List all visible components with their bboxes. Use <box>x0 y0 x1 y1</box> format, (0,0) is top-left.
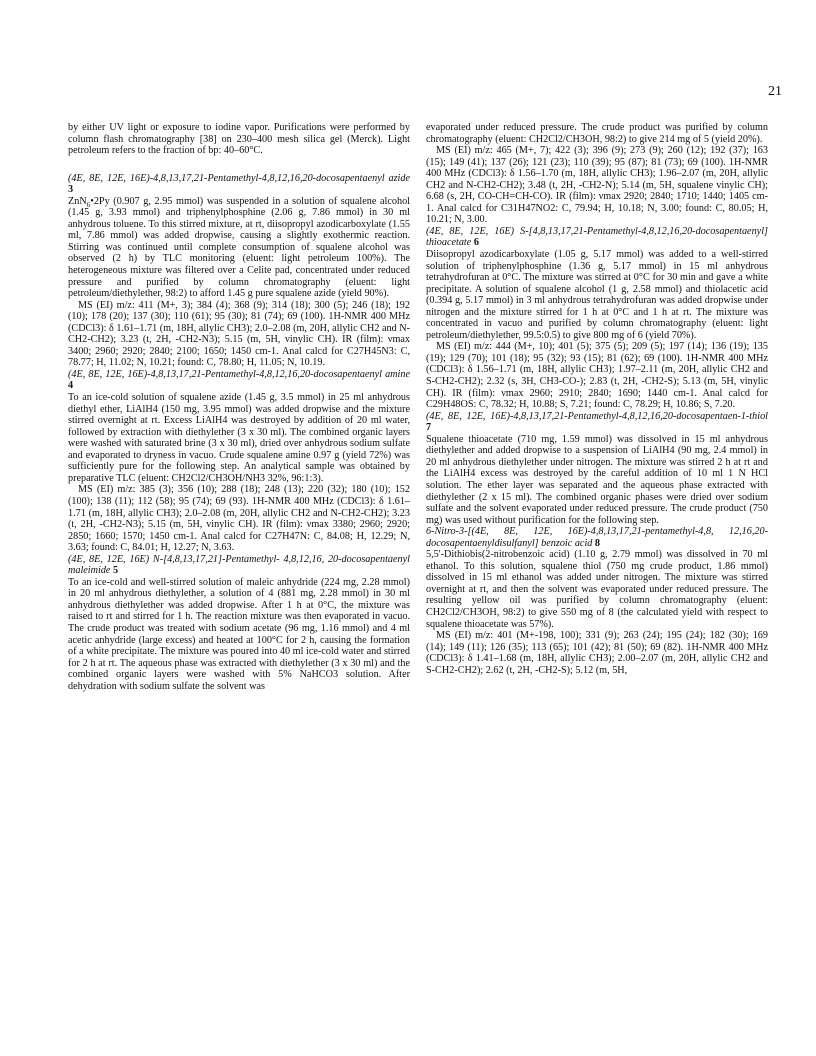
body-paragraph: Squalene thioacetate (710 mg, 1.59 mmol) was dissolved in 15 ml anhydrous diethylether and added dropwise to a suspension of LiAlH4 (90 mg, 2.4 mmol) in 20 ml anhydrous diethylether under nitrogen. The mixture was stirred 2 h at rt and the LiAlH4 excess was destroyed by the careful addition of 10 ml 1 N HCl solution. The ether layer was separated and the aqueous phase extracted with diethylether (2 x 15 ml). The combined organic phases were dried over sodium sulfate and the solvent evaporated under reduced pressure. The crude product (750 mg) was used without purification for the following step. <box>426 433 768 526</box>
analysis-paragraph: MS (EI) m/z: 444 (M+, 10); 401 (5); 375 (5); 209 (5); 197 (14); 136 (19); 135 (19); 129 (70); 101 (18); 95 (32); 93 (15); 81 (62); 69 (100). 1H-NMR 400 MHz (CDCl3): δ 1.56–1.71 (m, 18H, allylic CH3); 1.97–2.11 (m, 20H, allylic CH2 and S-CH2-CH2); 2.32 (s, 3H, CH3-CO-); 2.83 (t, 2H, -CH2-S); 5.13 (m, 5H, vinylic CH). IR (film): νmax 2960; 2910; 2840; 1690; 1440 cm-1. Anal calcd for C29H48OS: C, 78.32; H, 10.88; S, 7.21; found: C, 78.29; H, 10.86; S, 7.20. <box>426 341 768 411</box>
section-heading-amine <box>68 369 410 392</box>
heading-text: (4E, 8E, 12E, 16E)-4,8,13,17,21-Pentamethyl-4,8,12,16,20-docosapentaenyl azide <box>68 172 410 184</box>
section-heading-azide <box>68 173 410 196</box>
compound-number: 5 <box>112 565 119 577</box>
intro-paragraph: by either UV light or exposure to iodine vapor. Purifications were performed by column flash chromatography [38] on 230–400 mesh silica gel (Merck). Light petroleum refers to the fraction of bp: 40–60°C. <box>68 122 410 157</box>
body-text: •2Py (0.907 g, 2.95 mmol) was suspended in a solution of squalene alcohol (1.45 g, 3.93 mmol) and triphenylphosphine (2.06 g, 7.86 mmol) in 30 ml anhydrous toluene. To this stirred mixture, at rt, diisopropyl azodicarboxylate (1.55 ml, 7.86 mmol) was added dropwise, causing a slightly exothermic reaction. Stirring was continued until complete consumption of squalene alcohol was observed (2 h) by TLC monitoring (eluent: light petroleum 100%). The heterogeneous mixture was filtered over a Celite pad, concentrated under reduced pressure and purified by column chromatography (eluent: light petroleum/diethylether, 98:2) to afford 1.45 g pure squalene azide (yield 90%). <box>68 195 410 300</box>
heading-text: (4E, 8E, 12E, 16E)-4,8,13,17,21-Pentamethyl-4,8,12,16,20-docosapentaen-1-thiol <box>426 410 768 422</box>
analysis-paragraph: MS (EI) m/z: 465 (M+, 7); 422 (3); 396 (9); 273 (9); 260 (12); 192 (37); 163 (15); 149 (41); 137 (26); 121 (23); 110 (39); 95 (87); 81 (73); 69 (100). 1H-NMR 400 MHz (CDCl3): δ 1.56–1.70 (m, 18H, allylic CH3); 1.96–2.07 (m, 20H, allylic CH2 and N-CH2-CH2); 3.48 (t, 2H, -CH2-N); 5.14 (m, 5H, squalene vinylic CH); 6.68 (s, 2H, CO-CH=CH-CO). IR (film): νmax 2920; 2840; 1710; 1440; 1405 cm-1. Anal calcd for C31H47NO2: C, 79.94; H, 10.18; N, 3.00; found: C, 80.05; H, 10.21; N, 3.00. <box>426 145 768 226</box>
compound-number: 8 <box>594 537 601 549</box>
body-paragraph: 5,5'-Dithiobis(2-nitrobenzoic acid) (1.10 g, 2.79 mmol) was dissolved in 70 ml ethanol. To this solution, squalene thiol (750 mg crude product, 1.86 mmol) dissolved in 15 ml ethanol was added under nitrogen. The mixture was stirred overnight at rt, and then the solvent was evaporated under reduced pressure. The resulting yellow oil was purified by column chromatography (eluent: CH2Cl2/CH3OH, 98:2) to give 550 mg of 8 (the calculated yield with respect to squalene thioacetate was 57%). <box>426 549 768 630</box>
left-column <box>68 122 410 692</box>
compound-number: 6 <box>473 237 479 249</box>
analysis-paragraph: MS (EI) m/z: 401 (M+-198, 100); 331 (9); 263 (24); 195 (24); 182 (30); 169 (14); 149 (11); 126 (35); 113 (65); 101 (42); 81 (50); 69 (82). 1H-NMR 400 MHz (CDCl3): δ 1.41–1.68 (m, 18H, allylic CH3); 2.00–2.07 (m, 20H, allylic CH2 and S-CH2-CH2); 2.62 (t, 2H, -CH2-S); 5.12 (m, 5H, <box>426 630 768 676</box>
section-heading-thiol <box>426 411 768 434</box>
heading-text: 6-Nitro-3-[(4E, 8E, 12E, 16E)-4,8,13,17,21-pentamethyl-4,8, 12,16,20-docosapentaenyldisulfanyl] benzoic acid <box>426 526 768 549</box>
section-heading-benzoic-acid <box>426 526 768 549</box>
analysis-paragraph: MS (EI) m/z: 411 (M+, 3); 384 (4); 368 (9); 314 (18); 300 (5); 246 (18); 192 (10); 178 (20); 137 (30); 110 (61); 95 (30); 81 (74); 69 (100). 1H-NMR 400 MHz (CDCl3): δ 1.61–1.71 (m, 18H, allylic CH3); 2.0–2.08 (m, 20H, allylic CH2 and N-CH2-CH2); 3.23 (t, 2H, -CH2-N3); 5.15 (m, 5H, vinylic CH). IR (film): νmax 3400; 2960; 2920; 2840; 2100; 1650; 1450 cm-1. Anal calcd for C27H45N3: C, 78.77; H, 11.02; N, 10.21; found: C, 78.80; H, 11.05; N, 10.19. <box>68 299 410 369</box>
body-paragraph: To an ice-cold solution of squalene azide (1.45 g, 3.5 mmol) in 25 ml anhydrous diethyl ether, LiAlH4 (150 mg, 3.95 mmol) was added dropwise and the mixture stirred overnight at rt. Excess LiAlH4 was destroyed by addition of 20 ml water, followed by extraction with diethylether (3 x 30 ml). The combined organic layers were washed with saturated brine (3 x 30 ml), dried over anhydrous sodium sulfate and evaporated to dryness in vacuo. Crude squalene amine 0.97 g (yield 72%) was sufficiently pure for the following step. An analytical sample was obtained by preparative TLC (eluent: CH2Cl2/CH3OH/NH3 32%, 96:1:3). <box>68 392 410 484</box>
body-paragraph: ZnN$_6$•2Py (0.907 g, 2.95 mmol) was suspended in a solution of squalene alcohol (1.45 g, 3.93 mmol) and triphenylphosphine (2.06 g, 7.86 mmol) in 30 ml anhydrous toluene. To this stirred mixture, at rt, diisopropyl azodicarboxylate (1.55 ml, 7.86 mmol) was added dropwise, causing a slightly exothermic reaction. Stirring was continued until complete consumption of squalene alcohol was observed (2 h) by TLC monitoring (eluent: light petroleum 100%). The heterogeneous mixture was filtered over a Celite pad, concentrated under reduced pressure and purified by column chromatography (eluent: light petroleum/diethylether, 98:2) to afford 1.45 g pure squalene azide (yield 90%). <box>68 195 410 300</box>
compound-number: 7 <box>426 422 432 434</box>
page-number: 21 <box>768 84 782 99</box>
heading-text: (4E, 8E, 12E, 16E) S-[4,8,13,17,21-Pentamethyl-4,8,12,16,20-docosapentaenyl] thioacetate <box>426 225 768 249</box>
body-text: ZnN <box>68 195 87 207</box>
compound-number: 3 <box>68 184 74 196</box>
body-paragraph: Diisopropyl azodicarboxylate (1.05 g, 5.17 mmol) was added to a well-stirred solution of triphenylphosphine (1.36 g, 5.17 mmol) in 15 ml anhydrous tetrahydrofuran at 0°C. The mixture was stirred at 0°C for 30 min and gave a white precipitate. A solution of squalene alcohol (1 g, 2.58 mmol) and thiolacetic acid (0.394 g, 5.17 mmol) in 3 ml anhydrous tetrahydrofuran was added dropwise under nitrogen and the mixture stirred for 1 h at 0°C and 1 h at rt. The mixture was concentrated in vacuo and purified by column chromatography (eluent: light petroleum/diethylether, 99.5:0.5) to give 800 mg of 6 (yield 70%). <box>426 249 768 341</box>
right-column <box>426 122 768 676</box>
heading-text: (4E, 8E, 12E, 16E) N-[4,8,13,17,21]-Pentamethyl- 4,8,12,16, 20-docosapentaenyl maleimide <box>68 553 410 577</box>
body-paragraph: evaporated under reduced pressure. The crude product was purified by column chromatography (eluent: CH2Cl2/CH3OH, 98:2) to give 214 mg of 5 (yield 20%). <box>426 122 768 145</box>
compound-number: 4 <box>68 380 74 392</box>
section-heading-thioacetate <box>426 226 768 249</box>
section-heading-maleimide <box>68 554 410 577</box>
body-paragraph: To an ice-cold and well-stirred solution of maleic anhydride (224 mg, 2.28 mmol) in 20 ml anhydrous diethylether, a solution of 4 (881 mg, 2.28 mmol) in 30 ml anhydrous diethylether was added dropwise. After 1 h at 0°C, the mixture was raised to rt and stirred for 1 h. The reaction mixture was then evaporated in vacuo. The crude product was treated with sodium acetate (96 mg, 1.16 mmol) and 4 ml acetic anhydride (large excess) and heated at 100°C for 2 h, causing the formation of a white precipitate. The mixture was poured into 40 ml ice-cold water and stirred for 2 h at rt. The aqueous phase was extracted with diethylether (3 x 30 ml) and the combined organic layers were washed with 5% NaHCO3 solution. After dehydration with sodium sulfate the solvent was <box>68 576 410 692</box>
analysis-paragraph: MS (EI) m/z: 385 (3); 356 (10); 288 (18); 248 (13); 220 (32); 180 (10); 152 (100); 138 (11); 112 (58); 95 (74); 69 (93). 1H-NMR 400 MHz (CDCl3): δ 1.61–1.71 (m, 18H, allylic CH3); 2.0–2.08 (m, 20H, allylic CH2 and N-CH2-CH2); 3.23 (t, 2H, -CH2-N3); 5.15 (m, 5H, vinylic CH). IR (film): νmax 3380; 2960; 2920; 2850; 1660; 1570; 1450 cm-1. Anal calcd for C27H47N: C, 84.08; H, 12.29; N, 3.63; found: C, 84.01; H, 12.27; N, 3.63. <box>68 484 410 554</box>
heading-text: (4E, 8E, 12E, 16E)-4,8,13,17,21-Pentamethyl-4,8,12,16,20-docosapentaenyl amine <box>68 368 410 380</box>
